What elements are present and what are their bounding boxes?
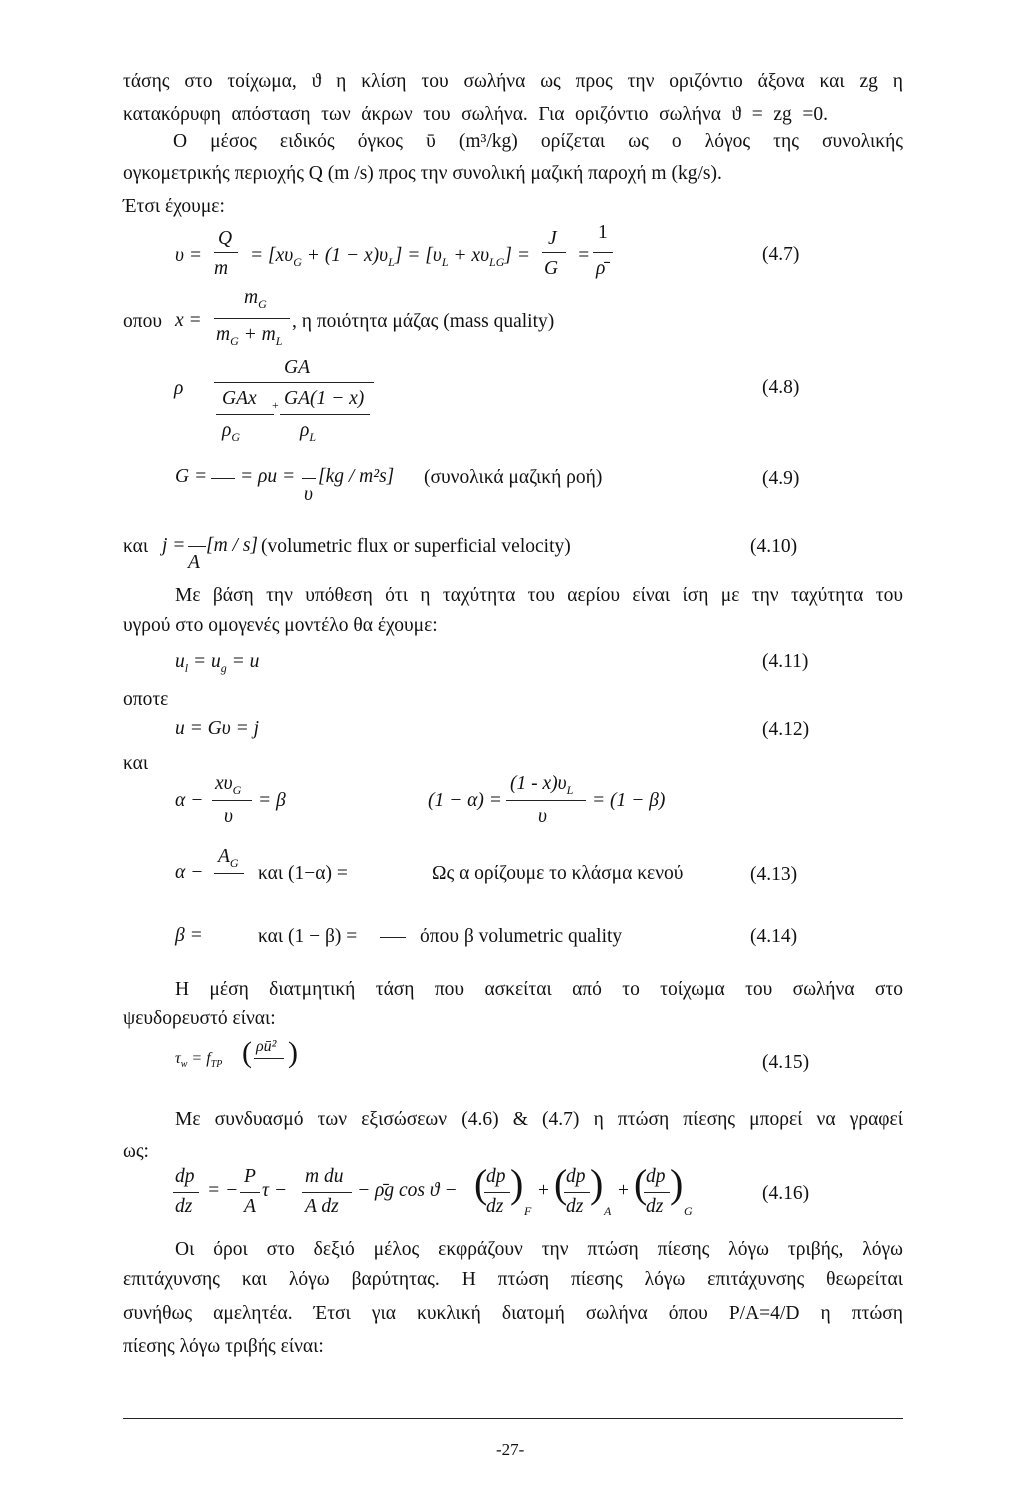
paragraph-line: ογκομετρικής περιοχής Q (m /s) προς την συνολική μαζική παροχή m (kg/s).	[123, 163, 722, 184]
equation-number: (4.10)	[750, 536, 798, 557]
equation-number: (4.16)	[762, 1183, 810, 1204]
kai-beta-text: και (1 − β) =	[258, 926, 358, 947]
equation-4-12: u = Gυ = j	[175, 718, 260, 739]
equation-number: (4.15)	[762, 1052, 810, 1073]
label-kai: και	[123, 536, 149, 557]
paragraph-line: πίεσης λόγω τριβής είναι:	[123, 1336, 324, 1357]
quality-text: , η ποιότητα μάζας (mass quality)	[292, 311, 555, 332]
paragraph-line: Ο μέσος ειδικός όγκος ῡ (m³/kg) ορίζεται ως ο λόγος της συνολικής	[173, 131, 903, 152]
equation-number: (4.12)	[762, 719, 810, 740]
paragraph-line: Η μέση διατμητική τάση που ασκείται από το τοίχωμα του σωλήνα στο	[175, 979, 903, 1000]
label-kai: και	[123, 753, 149, 774]
paragraph-line: τάσης στο τοίχωμα, ϑ η κλίση του σωλήνα ως προς την οριζόντιο άξονα και zg η	[123, 71, 903, 92]
kai-alpha-text: και (1−α) =	[258, 863, 348, 884]
paragraph-line: κατακόρυφη απόσταση των άκρων του σωλήνα. Για οριζόντιο σωλήνα ϑ = zg =0.	[123, 104, 828, 125]
paragraph-line: Με βάση την υπόθεση ότι η ταχύτητα του αερίου είναι ίση με την ταχύτητα του	[175, 585, 903, 606]
paragraph-line: ως:	[123, 1141, 149, 1162]
volumetric-flux-text: (volumetric flux or superficial velocity)	[261, 536, 571, 557]
footer-rule	[123, 1418, 903, 1419]
equation-number: (4.14)	[750, 926, 798, 947]
equation-4-11: $u_l = u_g = u$	[175, 651, 260, 675]
beta-symbol: β =	[175, 925, 203, 946]
label-opote: οποτε	[123, 689, 169, 710]
volumetric-quality-text: όπου β volumetric quality	[420, 926, 623, 947]
equation-number: (4.7)	[762, 244, 800, 265]
equation-number: (4.11)	[762, 651, 809, 672]
document-page: τάσης στο τοίχωμα, ϑ η κλίση του σωλήνα ως προς την οριζόντιο άξονα και zg η κατακόρυφη απόσταση των άκρων του σωλήνα. Για οριζόντιο σωλήνα ϑ = zg =0. Ο μέσος ειδικός όγκος ῡ (m³/kg) ορίζεται ως ο λόγος της συνολικής ογκομετρικής περιοχής Q (m /s) προς την συνολική μαζική παροχή m (kg/s). Έτσι έχουμε: υ = Q m = $[x\upsilon_G + (1 - x)\upsilon_L] = [\upsilon_L + x\upsilon_{LG}]$ = J G = 1 ρ̄ (4.7) οπου x = $m_G$ $m_G + m_L$ , η ποιότητα μάζας (mass quality) ρ GA GAx + GA(1 − x) $\rho_G$ $\rho_L$ (4.8) G = = ρu = υ [kg / m²s] (συνολικά μαζική ροή) (4.9) και j = A [m / s] (volumetric flux or superficial velocity) (4.10) Με βάση την υπόθεση ότι η ταχύτητα του αερίου είναι ίση με την ταχύτητα του υγρού στο ομογενές μοντέλο θα έχουμε: $u_l = u_g = u$ (4.11) οποτε u = Gυ = j (4.12) και α − $x\upsilon_G$ υ = β (1 − α) = $(1 - x)\upsilon_L$ υ = (1 − β) α − $A_G$ και (1−α) = Ως α ορίζουμε το κλάσμα κενού (4.13) β = και (1 − β) = όπου β volumetric quality (4.14) Η μέση διατμητική τάση που ασκείται από το τοίχωμα του σωλήνα στο ψευδορευστό είναι: $\tau_w = f_{TP}$ ( ρū² ) (4.15) Με συνδυασμό των εξισώσεων (4.6) & (4.7) η πτώση πίεσης μπορεί να γραφεί ως: dp dz = − P A τ − m du A dz − ρ̄g cos ϑ − ( dp dz ) F + ( dp dz ) A + ( dp dz ) G (4.16) Οι όροι στο δεξιό μέλος εκφράζουν την πτώση πίεσης λόγω τριβής, λόγω επιτάχυνσης και λόγω βαρύτητας. Η πτώση πίεσης λόγω επιτάχυνσης θεωρείται συνήθως αμελητέα. Έτσι για κυκλική διατομή σωλήνα όπου P/A=4/D η πτώση πίεσης λόγω τριβής είναι: -27-	[123, 71, 903, 1459]
paragraph-line: επιτάχυνσης και λόγω βαρύτητας. Η πτώση πίεσης λόγω επιτάχυνσης θεωρείται	[123, 1269, 903, 1290]
equation-number: (4.9)	[762, 468, 800, 489]
fraction-line	[380, 937, 406, 938]
paragraph-line: συνήθως αμελητέα. Έτσι για κυκλική διατομή σωλήνα όπου P/A=4/D η πτώση	[123, 1303, 903, 1324]
mass-flux-text: (συνολικά μαζική ροή)	[424, 467, 603, 488]
paragraph-line: υγρού στο ομογενές μοντέλο θα έχουμε:	[123, 615, 438, 636]
equation-number: (4.8)	[762, 377, 800, 398]
paragraph-line: Έτσι έχουμε:	[123, 196, 225, 217]
paragraph-line: ψευδορευστό είναι:	[123, 1008, 276, 1029]
equation-number: (4.13)	[750, 864, 798, 885]
label-opou: οπου	[123, 311, 162, 332]
void-fraction-text: Ως α ορίζουμε το κλάσμα κενού	[432, 863, 684, 884]
paragraph-line: Με συνδυασμό των εξισώσεων (4.6) & (4.7) η πτώση πίεσης μπορεί να γραφεί	[175, 1109, 903, 1130]
page-number: -27-	[496, 1440, 525, 1459]
paragraph-line: Οι όροι στο δεξιό μέλος εκφράζουν την πτώση πίεσης λόγω τριβής, λόγω	[175, 1239, 903, 1260]
